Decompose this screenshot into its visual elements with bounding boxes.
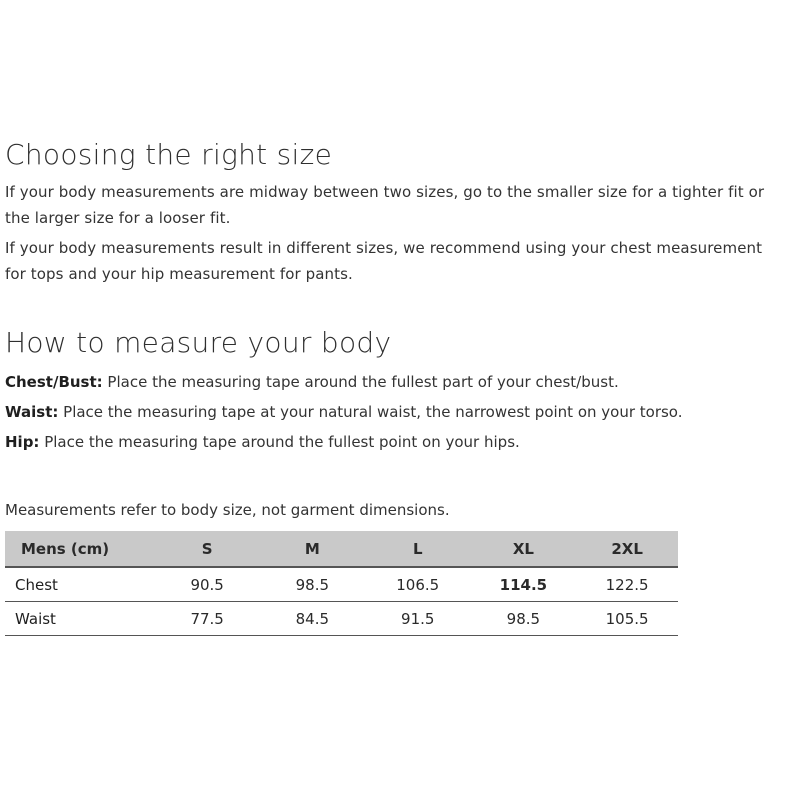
- how-to-measure-heading: How to measure your body: [5, 326, 392, 359]
- table-row-waist: [5, 602, 678, 636]
- waist-label: Waist:: [5, 403, 59, 421]
- table-row-chest: [5, 567, 678, 602]
- header-size-xl: XL: [471, 531, 577, 567]
- different-sizes-paragraph: If your body measurements result in different sizes, we recommend using your chest measurement for tops and your hip measurement for pants.: [5, 239, 763, 283]
- waist-text: Place the measuring tape at your natural waist, the narrowest point on your torso.: [58, 403, 683, 421]
- measure-instructions: [5, 367, 785, 457]
- hip-text: Place the measuring tape around the fullest point on your hips.: [39, 433, 520, 451]
- chest-xl: 114.5: [471, 567, 577, 602]
- header-mens-cm: Mens (cm): [5, 531, 155, 567]
- chest-m: 98.5: [260, 567, 365, 602]
- size-guide: [5, 137, 785, 636]
- size-table: [5, 531, 678, 636]
- chest-l: 106.5: [365, 567, 471, 602]
- header-size-s: S: [155, 531, 260, 567]
- waist-s: 77.5: [155, 602, 260, 636]
- chest-s: 90.5: [155, 567, 260, 602]
- waist-l: 91.5: [365, 602, 471, 636]
- waist-2xl: 105.5: [576, 602, 678, 636]
- chest-bust-instruction: [5, 367, 785, 397]
- chest-2xl: 122.5: [576, 567, 678, 602]
- header-size-l: L: [365, 531, 471, 567]
- size-table-header-row: [5, 531, 678, 567]
- chest-bust-text: Place the measuring tape around the fullest part of your chest/bust.: [102, 373, 619, 391]
- midway-sizes-paragraph: If your body measurements are midway between two sizes, go to the smaller size for a tighter fit or the larger size for a looser fit.: [5, 183, 765, 227]
- hip-label: Hip:: [5, 433, 40, 451]
- chest-bust-label: Chest/Bust:: [5, 373, 103, 391]
- header-size-2xl: 2XL: [576, 531, 678, 567]
- waist-instruction: [5, 397, 785, 427]
- waist-xl: 98.5: [471, 602, 577, 636]
- choosing-size-heading: Choosing the right size: [5, 138, 333, 171]
- measurement-note: Measurements refer to body size, not garment dimensions.: [5, 501, 450, 519]
- row-label-chest: Chest: [5, 567, 155, 602]
- header-size-m: M: [260, 531, 365, 567]
- hip-instruction: [5, 427, 785, 457]
- waist-m: 84.5: [260, 602, 365, 636]
- row-label-waist: Waist: [5, 602, 155, 636]
